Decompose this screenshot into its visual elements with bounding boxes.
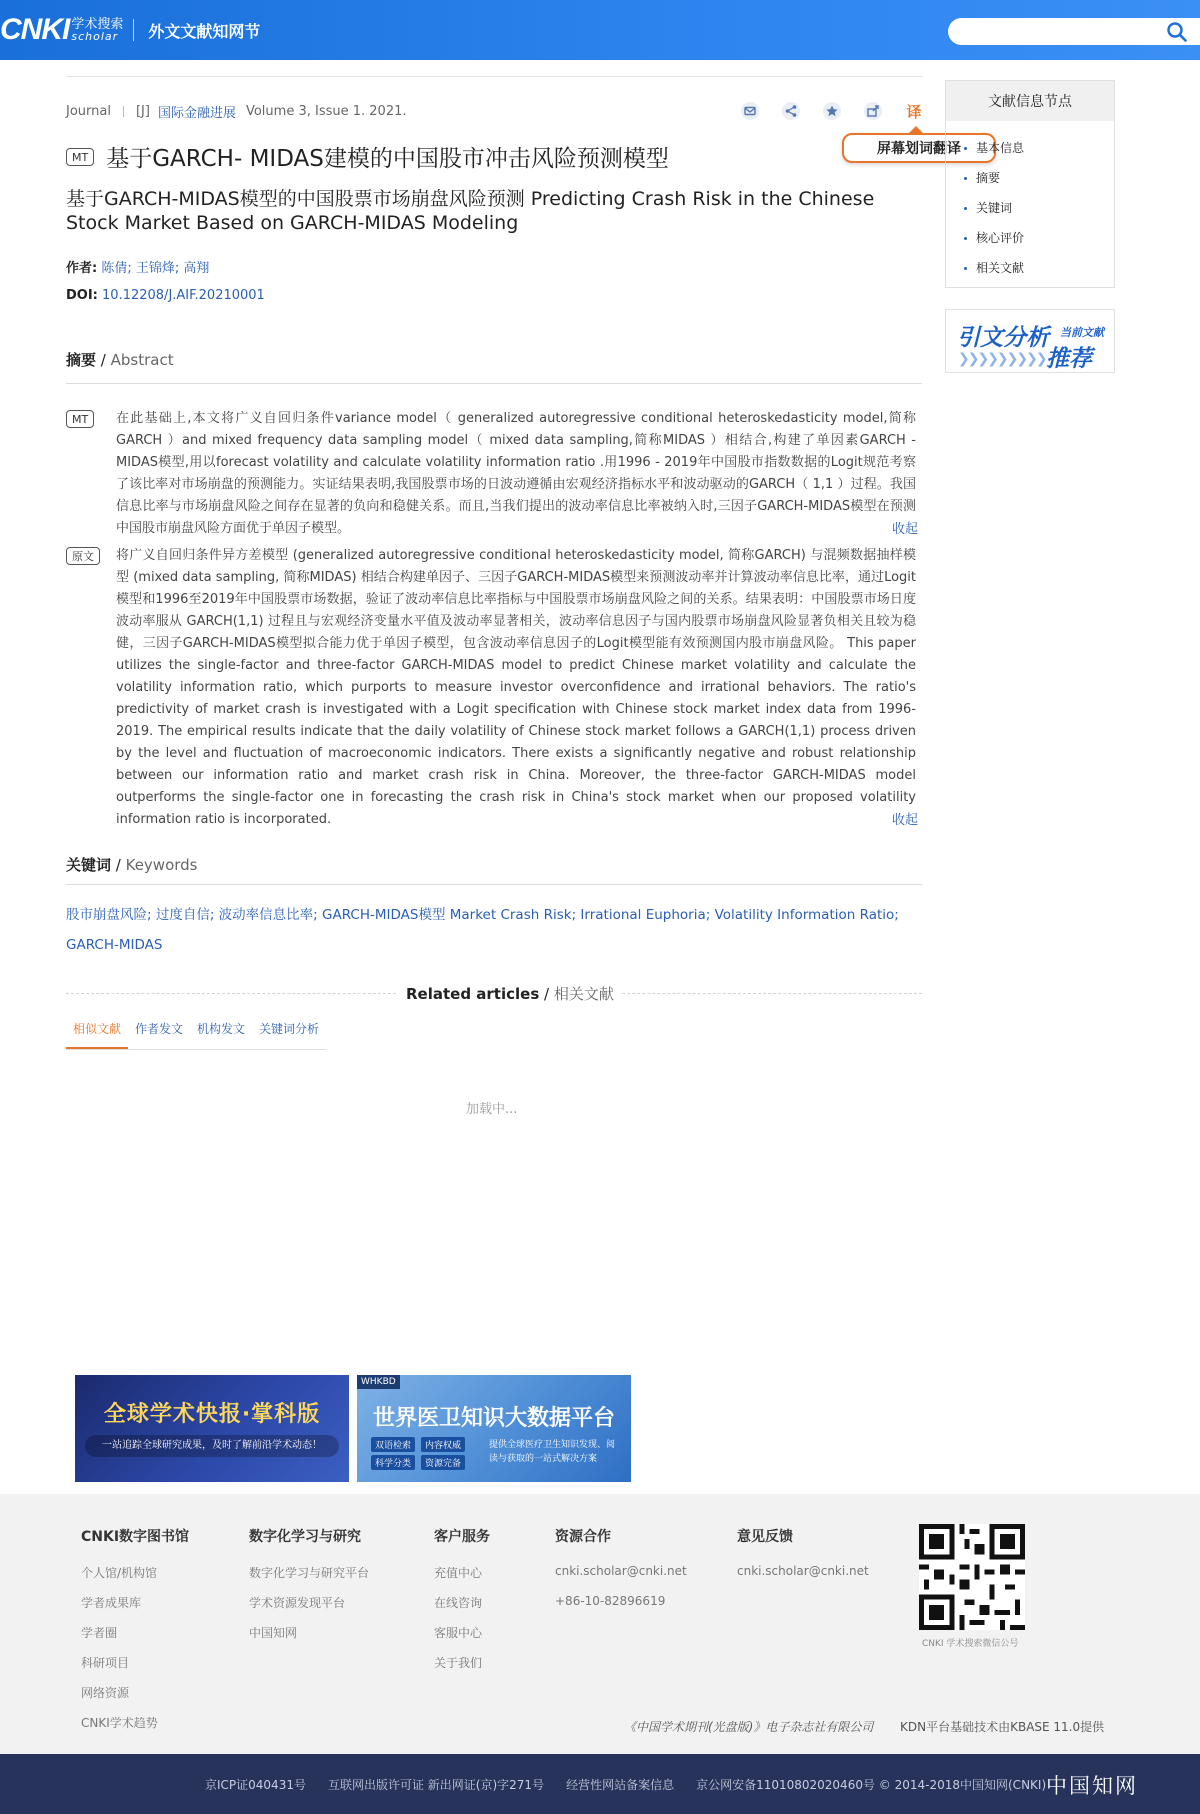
abstract-heading-cn: 摘要: [66, 351, 97, 369]
search-input[interactable]: [960, 18, 1170, 45]
original-abstract-text: 将广义自回归条件异方差模型 (generalized autoregressive conditional heteroskedasticity model, 简称GARCH) 与混频数据抽样模型 (mixed data sampling, 简称MIDAS) 相结合构建单因子、三因子GARCH-MIDAS模型来预测波动率并计算波动率信息比率，通过Logit模型和1996至2019年中国股票市场数据，验证了波动率信息比率指标与中国股票市场崩盘风险之间的关系。结果表明：中国股票市场日度波动率服从 GARCH(1,1) 过程且与宏观经济变量水平值及波动率显著相关，波动率信息因子与国内股票市场崩盘风险显著负相关且较为稳健，三因子GARCH-MIDAS模型拟合能力优于单因子模型，包含波动率信息因子的Logit模型能有效预测国内股市崩盘风险。 This paper utilizes the single-factor and three-factor GARCH-MIDAS model to predict Chinese market volatility and calculate the volatility information ratio, which purports to measure investor overconfidence and irrational behaviors. The ratio's predictivity of market crash is investigated with a Logit specification with Chinese stock market index data from 1996-2019. The empirical results indicate that the daily volatility of Chinese stock market follows a GARCH(1,1) process driven by the level and fluctuation of macroeconomic indicators. There exists a significantly negative and robust relationship between our information ratio and market crash risk in China. Moreover, the three-factor GARCH-MIDAS model outperforms the single-factor one in forecasting the crash risk in China's stock market when our proposed volatility information ratio is incorporated.: [116, 548, 916, 827]
footer-col-title: 资源合作: [555, 1529, 611, 1545]
footer-link[interactable]: 学者成果库: [81, 1596, 142, 1610]
medical-knowledge-banner[interactable]: [357, 1375, 631, 1482]
footer-email[interactable]: cnki.scholar@cnki.net: [555, 1564, 687, 1578]
site-name: 外文文献知网节: [148, 21, 261, 41]
footer-legal-links: [205, 1776, 1046, 1793]
logo-cn-text: 学术搜索: [71, 17, 124, 32]
page-title: 基于GARCH- MIDAS建模的中国股市冲击风险预测模型: [106, 146, 669, 172]
global-academic-banner[interactable]: [75, 1375, 349, 1482]
filing-info-link[interactable]: 经营性网站备案信息: [566, 1778, 675, 1792]
original-abstract: [66, 545, 922, 831]
email-icon[interactable]: [736, 99, 764, 123]
original-collapse-link[interactable]: 收起: [891, 813, 918, 828]
doi: [66, 288, 265, 303]
tab-keyword-analysis[interactable]: 关键词分析: [259, 1022, 320, 1036]
mt-abstract: [66, 408, 922, 540]
banner2-title: 世界医卫知识大数据平台: [372, 1406, 615, 1431]
footer-col-learning: [249, 1526, 369, 1654]
banner1-subtitle: 一站追踪全球研究成果，及时了解前沿学术动态！: [85, 1435, 339, 1457]
footer-col-title: 意见反馈: [737, 1529, 793, 1545]
share-icon[interactable]: [777, 99, 805, 123]
banner1-title: 全球学术快报·掌科版: [103, 1402, 321, 1427]
footer-link[interactable]: 客服中心: [434, 1626, 483, 1640]
tab-institution-papers[interactable]: 机构发文: [197, 1022, 246, 1036]
sidebar-item-core-evaluation[interactable]: 核心评价: [962, 223, 1114, 253]
top-divider: [66, 76, 922, 77]
meta-divider: [123, 106, 124, 117]
mt-abstract-text: 在此基础上,本文将广义自回归条件variance model（ generalized autoregressive conditional heteroskedasticity model,简称GARCH ）and mixed frequency data sampling model（ mixed data sampling,简称MIDAS ）相结合,构建了单因素GARCH - MIDAS模型,用以forecast volatility and calculate volatility information ratio .用1996 - 2019年中国股市指数数据的Logit规范考察了该比率对市场崩盘的预测能力。实证结果表明,我国股票市场的日波动遵循由宏观经济指标水平和波动驱动的GARCH（ 1,1 ）过程。我国信息比率与市场崩盘风险之间存在显著的负向和稳健关系。而且,当我们提出的波动率信息比率被纳入时,三因子GARCH-MIDAS模型在预测中国股市崩盘风险方面优于单因子模型。: [116, 411, 916, 536]
keywords-divider: [66, 884, 922, 885]
related-dash-left: [66, 993, 396, 994]
abstract-heading-en: Abstract: [110, 351, 174, 369]
footer-col-title: CNKI数字图书馆: [81, 1529, 190, 1545]
keyword-links[interactable]: 股市崩盘风险; 过度自信; 波动率信息比率; GARCH-MIDAS模型 Market Crash Risk; Irrational Euphoria; Volatility Information Ratio; GARCH-MIDAS: [66, 907, 899, 953]
original-title: 基于GARCH-MIDAS模型的中国股票市场崩盘风险预测 Predicting Crash Risk in the Chinese Stock Market Based on GARCH-MIDAS Modeling: [66, 188, 875, 234]
chevrons-icon: ❯❯❯❯❯❯❯❯❯: [958, 351, 1046, 367]
mt-abstract-badge: MT: [66, 410, 94, 428]
tab-author-papers[interactable]: 作者发文: [135, 1022, 184, 1036]
top-header: [0, 0, 1200, 60]
tab-similar[interactable]: 相似文献: [66, 1018, 128, 1049]
banner2-chip: 双语检索: [371, 1437, 415, 1452]
logo-cnki-text: CNKI: [0, 13, 70, 46]
qr-caption: CNKI 学术搜索微信公号: [922, 1639, 1019, 1649]
search-box: [948, 18, 1200, 45]
related-heading: Related articles / 相关文献: [400, 983, 620, 1004]
star-icon[interactable]: [818, 99, 846, 123]
sidebar-item-keywords[interactable]: 关键词: [962, 193, 1114, 223]
doi-label: DOI:: [66, 288, 98, 303]
citation-analysis-ad[interactable]: [945, 309, 1115, 373]
search-icon[interactable]: [1166, 21, 1188, 43]
author-links[interactable]: 陈倩; 王锦烽; 高翔: [101, 261, 210, 276]
issue-info: Volume 3, Issue 1. 2021.: [245, 104, 407, 119]
footer-link[interactable]: 数字化学习与研究平台: [249, 1566, 370, 1580]
publisher-text: 《中国学术期刊(光盘版)》电子杂志社有限公司: [624, 1720, 874, 1734]
article-meta: [66, 102, 407, 121]
mt-collapse-link[interactable]: 收起: [891, 522, 918, 537]
footer-col-cooperation: [555, 1526, 687, 1624]
ad-main-text: 引文分析: [957, 325, 1049, 351]
wechat-qr-code: [919, 1524, 1025, 1630]
logo-sub: [71, 18, 123, 42]
related-heading-cn: 相关文献: [553, 985, 614, 1003]
banner2-chip: 资源完备: [421, 1455, 465, 1470]
footer-link[interactable]: CNKI学术趋势: [81, 1716, 158, 1730]
banner2-tag: WHKBD: [357, 1375, 400, 1389]
footer-link[interactable]: 网络资源: [81, 1686, 130, 1700]
abstract-heading: 摘要 / Abstract: [66, 351, 174, 369]
police-filing-copyright: 京公网安备11010802020460号 © 2014-2018中国知网(CNKI): [696, 1778, 1047, 1792]
article-type: [J]: [135, 104, 150, 119]
info-nodes-title: 文献信息节点: [946, 81, 1114, 121]
footer-link[interactable]: 个人馆/机构馆: [81, 1566, 158, 1580]
related-tabs: [66, 1018, 326, 1050]
title-row: [66, 140, 669, 173]
info-nodes-panel: [945, 80, 1115, 288]
footer-link[interactable]: 科研项目: [81, 1656, 130, 1670]
authors-label: 作者:: [66, 261, 98, 276]
sidebar-item-related[interactable]: 相关文献: [962, 253, 1114, 283]
footer-email[interactable]: cnki.scholar@cnki.net: [737, 1564, 869, 1578]
footer-phone: +86-10-82896619: [555, 1594, 666, 1608]
footer-col-library: [81, 1526, 189, 1744]
logo-divider: [133, 19, 134, 41]
ad-recommend-text: 推荐: [1046, 346, 1092, 372]
article-toolbar: [736, 99, 928, 123]
footer-col-title: 客户服务: [434, 1529, 490, 1545]
related-dash-right: [592, 993, 922, 994]
footer-col-service: [434, 1526, 490, 1684]
footer-link[interactable]: 学术资源发现平台: [249, 1596, 346, 1610]
keywords-heading-cn: 关键词: [66, 856, 112, 874]
kdn-text: KDN平台基础技术由KBASE 11.0提供: [900, 1720, 1105, 1734]
source-label: Journal: [66, 104, 111, 119]
keywords-heading-en: Keywords: [125, 856, 198, 874]
sidebar-item-abstract[interactable]: 摘要: [962, 163, 1114, 193]
cnki-brand-logo: 中国知网: [1046, 1774, 1138, 1798]
export-icon[interactable]: [859, 99, 887, 123]
publish-license-link[interactable]: 互联网出版许可证 新出网证(京)字271号: [327, 1778, 545, 1792]
ad-small-text: 当前文献: [1060, 326, 1104, 339]
sidebar-item-basic-info[interactable]: 基本信息: [962, 133, 1114, 163]
banner2-chip: 内容权威: [421, 1437, 465, 1452]
mt-badge: MT: [66, 148, 94, 166]
footer-col-title: 数字化学习与研究: [249, 1529, 361, 1545]
footer-link[interactable]: 关于我们: [434, 1656, 483, 1670]
journal-link[interactable]: 国际金融进展: [157, 106, 236, 121]
footer-link[interactable]: 充值中心: [434, 1566, 483, 1580]
related-heading-en: Related articles: [406, 985, 540, 1003]
icp-link[interactable]: 京ICP证040431号: [205, 1778, 306, 1792]
abstract-divider: [66, 383, 922, 384]
logo-en-text: scholar: [71, 30, 119, 43]
translate-button[interactable]: 译: [906, 102, 922, 121]
translate-tooltip: 屏幕划词翻译: [842, 133, 996, 163]
info-nodes-list: [946, 121, 1114, 283]
doi-link[interactable]: 10.12208/J.AIF.20210001: [102, 288, 265, 303]
banner2-description: 提供全球医疗卫生知识发现、阅读与获取的一站式解决方案: [489, 1440, 616, 1464]
footer-link[interactable]: 学者圈: [81, 1626, 118, 1640]
authors: [66, 257, 209, 276]
footer-link[interactable]: 中国知网: [249, 1626, 298, 1640]
footer: [0, 1494, 1200, 1754]
related-articles-divider: [66, 983, 922, 1003]
original-abstract-badge: 原文: [66, 547, 100, 565]
loading-indicator: 加载中...: [466, 1102, 518, 1117]
keywords-heading: 关键词 / Keywords: [66, 856, 198, 874]
promo-banners: [75, 1375, 631, 1482]
cnki-scholar-logo[interactable]: [0, 14, 260, 46]
banner2-chips: [371, 1437, 469, 1470]
footer-bottom-bar: [0, 1754, 1200, 1814]
footer-col-feedback: [737, 1526, 869, 1594]
banner2-chip: 科学分类: [371, 1455, 415, 1470]
footer-link[interactable]: 在线咨询: [434, 1596, 483, 1610]
